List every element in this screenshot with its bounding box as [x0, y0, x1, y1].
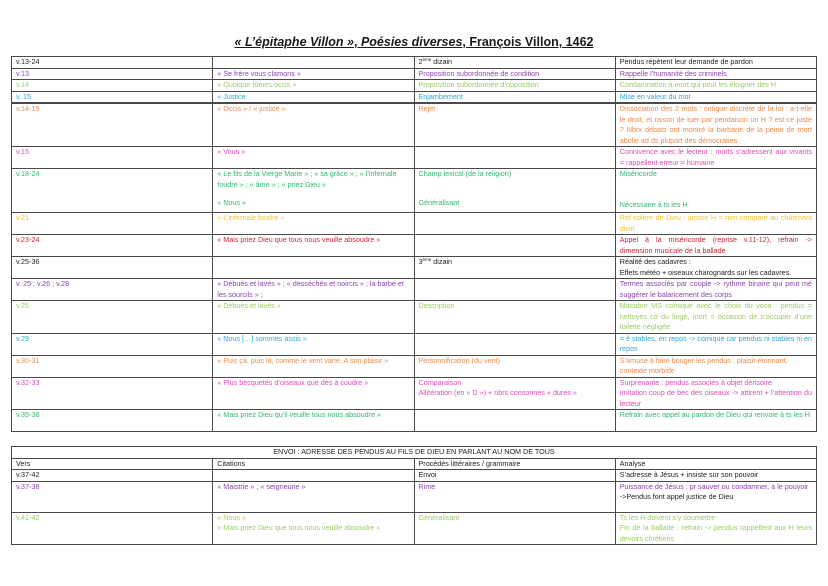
- analyse-line: ->Pendus font appel justice de Dieu: [619, 492, 734, 501]
- document-title: [0, 35, 828, 49]
- cell-analyse: Condamnation à mort qui peut les éloigner des H: [615, 80, 816, 92]
- procede-line: Généralisant: [418, 197, 460, 207]
- cell-citation: « Plus becquetés d’oiseaux que dés à coudre »: [213, 377, 414, 410]
- cell-citation: « Occis » / « justice »: [213, 103, 414, 147]
- cell-vers: v.23-24: [12, 235, 213, 257]
- cell-vers: v.18-24: [12, 169, 213, 213]
- cell-citation: [213, 57, 414, 69]
- table-row: [12, 333, 817, 355]
- cell-vers: v.14-15: [12, 103, 213, 147]
- cell-citation: « Maistrie » ; « seigneurie »: [213, 481, 414, 512]
- cell-analyse: [615, 169, 816, 213]
- cell-procede: 2ème dizain: [414, 57, 615, 69]
- cell-analyse: Appel à la miséricorde (reprise v.11-12), refrain -> dimension musicale de la ballade: [615, 235, 816, 257]
- table-row-section-header: [12, 57, 817, 69]
- title-poem: « L’épitaphe Villon »: [234, 35, 354, 49]
- cell-procede: Personnification (du vent): [414, 355, 615, 377]
- cell-analyse: = ê stables, en repos -> comique car pendus ni stables ni en repos: [615, 333, 816, 355]
- cell-vers: v.37-38: [12, 481, 213, 512]
- cell-procede: Généralisant: [414, 512, 615, 545]
- cell-analyse: [615, 257, 816, 279]
- table-row: [12, 410, 817, 432]
- cell-analyse: [615, 512, 816, 545]
- cell-procede: 3ème dizain: [414, 257, 615, 279]
- table-row: [12, 169, 817, 213]
- cell-procede: [414, 147, 615, 169]
- cell-analyse: Refrain avec appel au pardon de Dieu qui renvoie à ts les H: [615, 410, 816, 432]
- cell-procede: Description: [414, 301, 615, 334]
- analyse-line: Effets météo + oiseaux charognards sur les cadavres.: [619, 267, 792, 277]
- procede-line: Comparaison: [418, 377, 462, 387]
- table-row: [12, 279, 817, 301]
- table-row: [12, 470, 817, 482]
- cell-vers: v.35-36: [12, 410, 213, 432]
- analyse-line: Réalité des cadavres :: [619, 257, 691, 266]
- table-row: [12, 213, 817, 235]
- cell-procede: Enjambement: [414, 91, 615, 103]
- cell-procede: [414, 235, 615, 257]
- table-row: [12, 377, 817, 410]
- cell-vers: v.13-24: [12, 57, 213, 69]
- cell-vers: v.25: [12, 301, 213, 334]
- cell-vers: v.25-36: [12, 257, 213, 279]
- procede-line: Champ lexical (de la religion): [418, 169, 512, 178]
- cell-citation: « Justice: [213, 91, 414, 103]
- analyse-line: Fin de la ballade : refrain -> pendus rappellent aux H leurs devoirs chrétiens: [619, 523, 812, 543]
- cell-vers: v.21: [12, 213, 213, 235]
- table-row: [12, 355, 817, 377]
- cell-citation: « Puis çà, puis là, comme le vent varie, A son plaisir »: [213, 355, 414, 377]
- envoi-header: ENVOI : ADRESSE DES PENDUS AU FILS DE DIEU EN PARLANT AU NOM DE TOUS: [12, 447, 817, 459]
- citation-line: « Le fils de la Vierge Marie » ; « sa grâce » ; « l’infernale foudre » ; « âme » ; « priez Dieu »: [217, 169, 397, 189]
- cell-citation: « Se frère vous clamons »: [213, 68, 414, 80]
- cell-analyse: Pendus répètent leur demande de pardon: [615, 57, 816, 69]
- citation-line: « Mais priez Dieu que tous nous veuille absoudre »: [217, 523, 381, 532]
- table-row: [12, 68, 817, 80]
- analyse-line: Nécessaire à ts les H: [619, 199, 688, 209]
- table-row: [12, 103, 817, 147]
- cell-vers: v.32-33: [12, 377, 213, 410]
- cell-citation: « Débués et lavés » ; « desséchés et noircis » ; la barbe et les sourcils » ;: [213, 279, 414, 301]
- cell-citation: « Vous »: [213, 147, 414, 169]
- cell-procede: Envoi: [414, 470, 615, 482]
- title-sep: ,: [353, 35, 361, 49]
- cell-citation: [213, 169, 414, 213]
- cell-citation: « Mais priez Dieu qu’il veuille tous nous absoudre »: [213, 410, 414, 432]
- cell-procede: [414, 279, 615, 301]
- analyse-line: Imitation coup de bec des oiseaux -> attirent + l’attention du lecteur: [619, 388, 812, 408]
- citation-line: « Nous »: [217, 198, 247, 207]
- cell-procede: Rejet: [414, 103, 615, 147]
- cell-procede: [414, 410, 615, 432]
- title-author-year: , François Villon, 1462: [462, 35, 594, 49]
- table-row: [12, 91, 817, 103]
- cell-procede: [414, 377, 615, 410]
- cell-citation: [213, 512, 414, 545]
- cell-vers: v. 15: [12, 91, 213, 103]
- analysis-table-envoi: [11, 446, 817, 545]
- procede-line: Allitération (en « D ») + nbrs consonnes « dures »: [418, 388, 577, 397]
- table-row: [12, 301, 817, 334]
- cell-citation: « Nous […] sommes assis »: [213, 333, 414, 355]
- cell-analyse: Macabre MS comique avec le choix du voca : pendus = nettoyés cô du linge, mort = occasion de s’occuper d’une toilette négligée: [615, 301, 816, 334]
- analyse-line: Miséricorde: [619, 169, 657, 178]
- table-row: [12, 512, 817, 545]
- cell-citation: [213, 257, 414, 279]
- cell-citation: « Mais priez Dieu que tous nous veuille absoudre »: [213, 235, 414, 257]
- column-header-citations: Citations: [213, 458, 414, 470]
- cell-citation: [213, 470, 414, 482]
- cell-vers: v.14: [12, 80, 213, 92]
- cell-analyse: [615, 481, 816, 512]
- table-row: [12, 235, 817, 257]
- cell-vers: v.29: [12, 333, 213, 355]
- cell-analyse: [615, 377, 816, 410]
- title-collection: Poésies diverses: [360, 35, 463, 49]
- column-header-procedes: Procédés littéraires / grammaire: [414, 458, 615, 470]
- analyse-line: Puissance de Jésus : pr sauver ou condamner, a le pouvoir: [619, 481, 809, 491]
- cell-vers: v. 25 ; v.26 ; v.28: [12, 279, 213, 301]
- cell-analyse: Mise en valeur du mot: [615, 91, 816, 103]
- cell-vers: v.37-42: [12, 470, 213, 482]
- cell-vers: v.30-31: [12, 355, 213, 377]
- cell-procede: Proposition subordonnée de condition: [414, 68, 615, 80]
- cell-analyse: Rappelle l’humanité des criminels: [615, 68, 816, 80]
- table-row: [12, 481, 817, 512]
- table-row: [12, 147, 817, 169]
- table-title-row: [12, 447, 817, 459]
- table-header-row: [12, 458, 817, 470]
- cell-citation: « L’infernale foudre »: [213, 213, 414, 235]
- column-header-analyse: Analyse: [615, 458, 816, 470]
- cell-vers: v.13: [12, 68, 213, 80]
- cell-procede: [414, 169, 615, 213]
- cell-analyse: Dissociation des 2 mots : critique discrète de la loi : a-t-elle le droit, et raison de tuer par pendaison un H ? est-ce juste ? Nbrx débats ont montré la barbarie de la peine de mort abolie ad ds plupart des démocraties: [615, 103, 816, 147]
- table-row-section-header: [12, 257, 817, 279]
- cell-analyse: Réf colère de Dieu : justice H = rien comparé au châtiment divin: [615, 213, 816, 235]
- cell-analyse: S’adresse à Jésus + insiste sur son pouvoir: [615, 470, 816, 482]
- cell-analyse: Termes associés par couple -> rythme binaire qui peut mé suggérer le balancement des corps: [615, 279, 816, 301]
- analyse-line: Ts les H doivent s’y soumettre: [619, 512, 716, 522]
- column-header-vers: Vers: [12, 458, 213, 470]
- cell-citation: « Débués et lavés »: [213, 301, 414, 334]
- cell-analyse: Connivence avec le lecteur : morts s’adressent aux vivants = rappellent erreur = humaine: [615, 147, 816, 169]
- table-row: [12, 80, 817, 92]
- cell-analyse: S’amuse à faire bouger les pendus : plaisir étonnant, contexte morbide: [615, 355, 816, 377]
- analysis-table-dizains: [11, 56, 817, 432]
- cell-procede: Proposition subordonnée d’opposition: [414, 80, 615, 92]
- cell-vers: v.41-42: [12, 512, 213, 545]
- cell-vers: v.15: [12, 147, 213, 169]
- cell-procede: [414, 333, 615, 355]
- cell-citation: « Quoique fûmes occis »: [213, 80, 414, 92]
- cell-procede: [414, 213, 615, 235]
- cell-procede: Rime: [414, 481, 615, 512]
- analyse-line: Surprenante : pendus associés à objet dérisoire: [619, 377, 772, 387]
- citation-line: « Nous »: [217, 512, 247, 522]
